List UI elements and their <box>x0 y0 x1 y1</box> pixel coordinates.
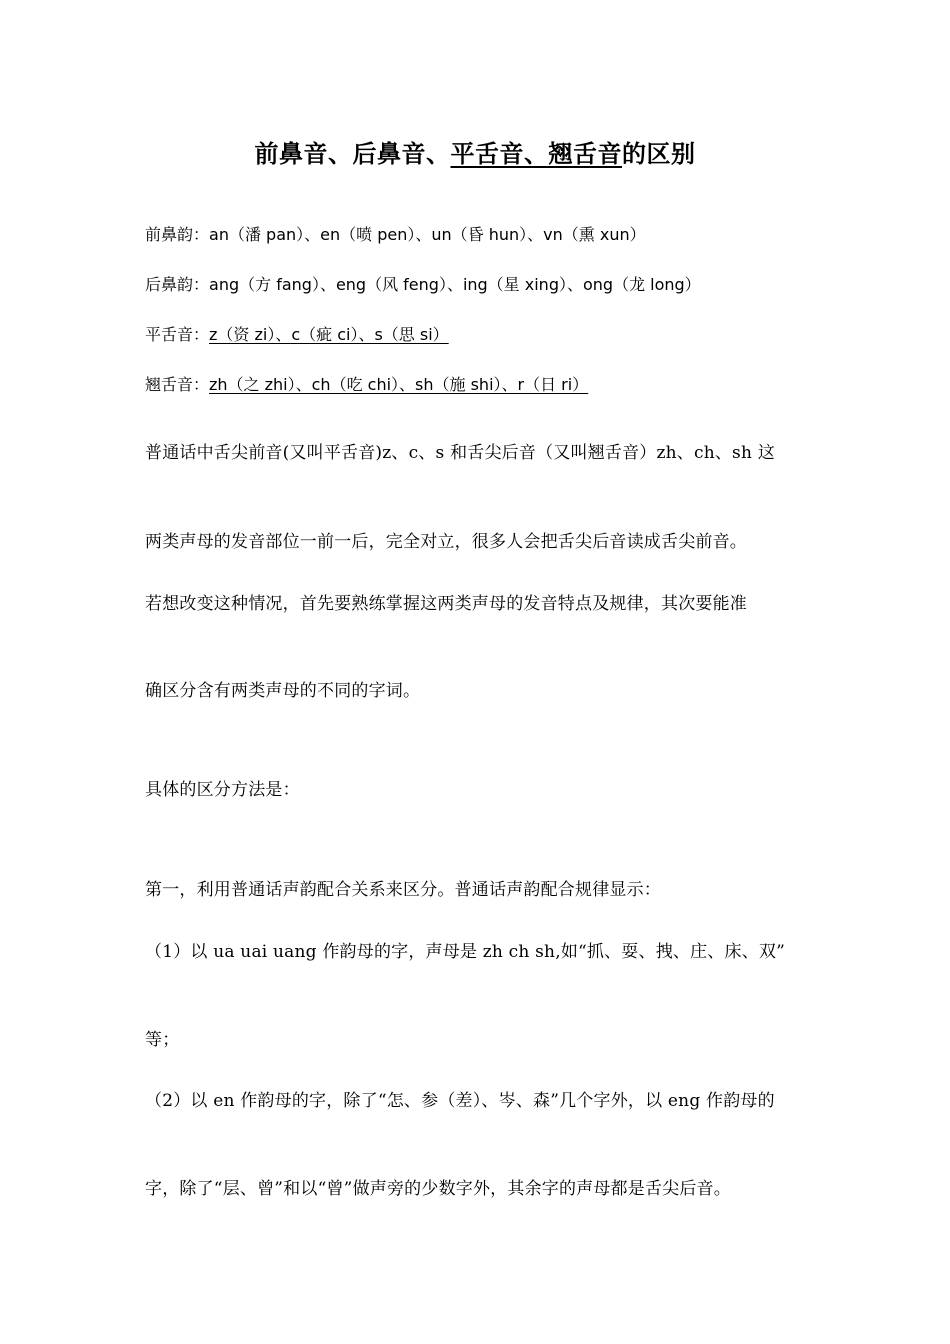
qiaoshe-text: zh（之 zhi）、ch（吃 chi）、sh（施 shi）、r（日 ri） <box>209 375 589 394</box>
qianbi-label: 前鼻韵： <box>145 225 210 244</box>
pingshe-text: z（资 zi）、c（疵 ci）、s（思 si） <box>209 325 449 344</box>
paragraph-4: 确区分含有两类声母的不同的字词。 <box>145 681 421 701</box>
page-title <box>0 134 950 169</box>
title-part-3: 的区别 <box>622 139 696 168</box>
paragraph-10: 字，除了“层、曾”和以“曾”做声旁的少数字外，其余字的声母都是舌尖后音。 <box>145 1179 731 1199</box>
houbi-label: 后鼻韵： <box>145 275 210 294</box>
houbi-line <box>145 274 701 296</box>
qiaoshe-label: 翘舌音： <box>145 375 210 394</box>
paragraph-3: 若想改变这种情况，首先要熟练掌握这两类声母的发音特点及规律，其次要能准 <box>145 594 747 614</box>
qianbi-text: an（潘 pan）、en（喷 pen）、un（昏 hun）、vn（熏 xun） <box>209 225 646 244</box>
paragraph-7: （1）以 ua uai uang 作韵母的字，声母是 zh ch sh,如“抓、耍、拽、庄、床、双” <box>145 942 785 962</box>
paragraph-5: 具体的区分方法是： <box>145 780 300 800</box>
title-part-2-underlined: 平舌音、翘舌音 <box>450 139 622 168</box>
paragraph-8: 等； <box>145 1030 180 1050</box>
pingshe-line <box>145 324 449 346</box>
paragraph-9: （2）以 en 作韵母的字，除了“怎、参（差）、岑、森”几个字外，以 eng 作韵母的 <box>145 1091 775 1111</box>
houbi-text: ang（方 fang）、eng（风 feng）、ing（星 xing）、ong（龙 long） <box>209 275 701 294</box>
qianbi-line <box>145 224 646 246</box>
paragraph-6: 第一，利用普通话声韵配合关系来区分。普通话声韵配合规律显示： <box>145 880 661 900</box>
pingshe-label: 平舌音： <box>145 325 210 344</box>
title-part-1: 前鼻音、后鼻音、 <box>254 139 451 168</box>
paragraph-1: 普通话中舌尖前音(又叫平舌音)z、c、s 和舌尖后音（又叫翘舌音）zh、ch、sh 这 <box>145 443 775 463</box>
qiaoshe-line <box>145 374 588 396</box>
paragraph-2: 两类声母的发音部位一前一后，完全对立，很多人会把舌尖后音读成舌尖前音。 <box>145 532 747 552</box>
